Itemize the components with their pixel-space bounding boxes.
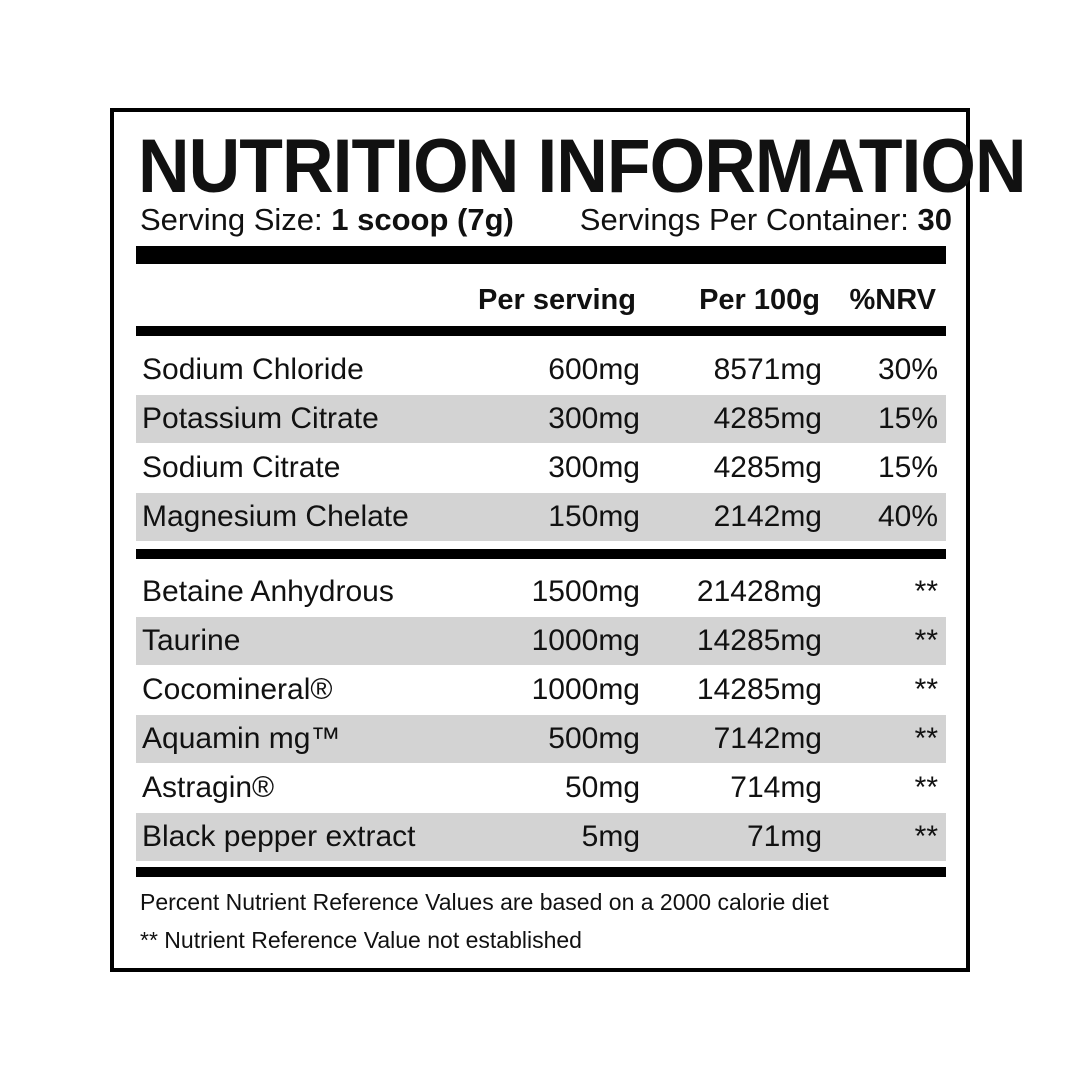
per-100g-value: 71mg [746,820,822,853]
per-serving-value: 300mg [548,451,640,484]
per-100g-value: 8571mg [713,353,822,386]
nrv-value: ** [914,722,938,755]
footnote-nrv-basis: Percent Nutrient Reference Values are based on a 2000 calorie diet [140,889,829,915]
per-100g-value: 2142mg [713,500,822,533]
col-header-nrv: %NRV [849,284,936,316]
divider-bottom [136,867,946,877]
per-100g-value: 21428mg [696,575,822,608]
table-row [136,764,946,812]
table-row [136,346,946,394]
nrv-value: ** [914,771,938,804]
per-100g-value: 4285mg [713,402,822,435]
per-100g-value: 14285mg [696,624,822,657]
ingredient-name: Potassium Citrate [142,402,379,435]
serving-size-value: 1 scoop (7g) [331,202,514,237]
per-serving-value: 150mg [548,500,640,533]
per-100g-value: 714mg [730,771,822,804]
ingredient-name: Astragin® [142,771,275,804]
panel-title: NUTRITION INFORMATION [138,124,1026,209]
servings-per-container-value: 30 [917,202,952,237]
nrv-value: 30% [877,353,938,386]
per-100g-value: 7142mg [713,722,822,755]
nrv-value: 40% [877,500,938,533]
nrv-value: 15% [877,451,938,484]
nrv-value: ** [914,673,938,706]
per-100g-value: 14285mg [696,673,822,706]
servings-per-container [580,200,952,240]
table-row [136,395,946,443]
table-row [136,493,946,541]
serving-info [140,200,950,240]
ingredient-name: Cocomineral® [142,673,333,706]
per-serving-value: 300mg [548,402,640,435]
table-row [136,813,946,861]
table-row [136,568,946,616]
ingredient-name: Sodium Chloride [142,353,364,386]
nutrition-panel [110,108,1026,972]
per-serving-value: 1000mg [531,624,640,657]
nrv-value: ** [914,624,938,657]
divider-header [136,326,946,336]
ingredient-name: Black pepper extract [142,820,416,853]
servings-per-container-label: Servings Per Container: [579,202,909,237]
divider-thick-top [136,246,946,264]
table-row [136,617,946,665]
ingredient-name: Magnesium Chelate [142,500,409,533]
col-header-per-100g: Per 100g [699,284,820,316]
table-row [136,715,946,763]
per-serving-value: 600mg [548,353,640,386]
nrv-value: 15% [877,402,938,435]
col-header-per-serving: Per serving [478,284,636,316]
nrv-value: ** [914,820,938,853]
per-serving-value: 5mg [581,820,640,853]
divider-section [136,549,946,559]
table-row [136,444,946,492]
nrv-value: ** [914,575,938,608]
footnote-nrv-not-established: ** Nutrient Reference Value not established [140,927,582,953]
per-serving-value: 50mg [564,771,640,804]
ingredient-name: Taurine [142,624,241,657]
per-100g-value: 4285mg [713,451,822,484]
ingredient-name: Sodium Citrate [142,451,341,484]
per-serving-value: 500mg [548,722,640,755]
per-serving-value: 1500mg [531,575,640,608]
ingredient-name: Aquamin mg™ [142,722,341,755]
table-row [136,666,946,714]
per-serving-value: 1000mg [531,673,640,706]
serving-size-label: Serving Size: [140,202,323,237]
ingredient-name: Betaine Anhydrous [142,575,394,608]
